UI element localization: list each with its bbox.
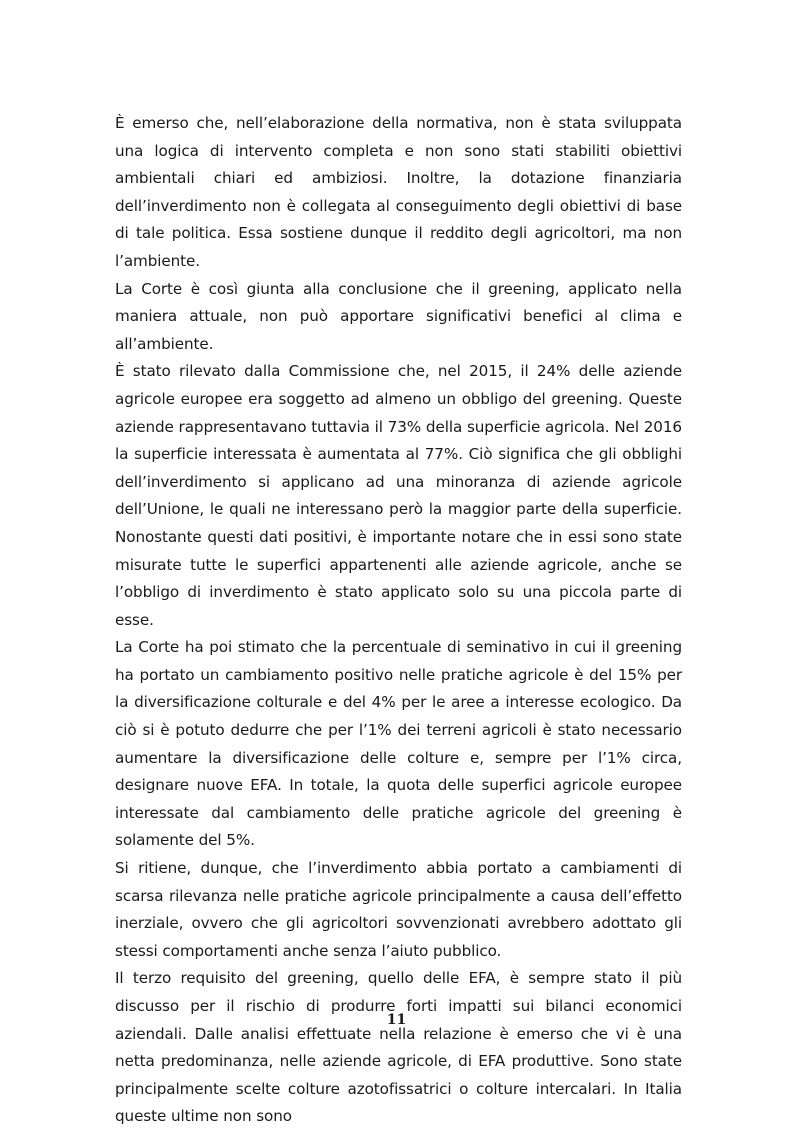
paragraph-1: È emerso che, nell’elaborazione della normativa, non è stata sviluppata una logica di intervento completa e non sono stati stabiliti obiettivi ambientali chiari ed ambiziosi. Inoltre, la dotazione finanziaria dell’inverdimento non è collegata al conseguimento degli obiettivi di base di tale politica. Essa sostiene dunque il reddito degli agricoltori, ma non l’ambiente. <box>115 114 682 270</box>
paragraph-3: È stato rilevato dalla Commissione che, nel 2015, il 24% delle aziende agricole europee era soggetto ad almeno un obbligo del greening. Queste aziende rappresentavano tuttavia il 73% della superficie agricola. Nel 2016 la superficie interessata è aumentata al 77%. Ciò significa che gli obblighi dell’inverdimento si applicano ad una minoranza di aziende agricole dell’Unione, le quali ne interessano però la maggior parte della superficie. Nonostante questi dati positivi, è importante notare che in essi sono state misurate tutte le superfici appartenenti alle aziende agricole, anche se l’obbligo di inverdimento è stato applicato solo su una piccola parte di esse. <box>115 362 682 629</box>
paragraph-4: La Corte ha poi stimato che la percentuale di seminativo in cui il greening ha portato un cambiamento positivo nelle pratiche agricole è del 15% per la diversificazione colturale e del 4% per le aree a interesse ecologico. Da ciò si è potuto dedurre che per l’1% dei terreni agricoli è stato necessario aumentare la diversificazione delle colture e, sempre per l’1% circa, designare nuove EFA. In totale, la quota delle superfici agricole europee interessate dal cambiamento delle pratiche agricole del greening è solamente del 5%. <box>115 638 682 850</box>
paragraph-5: Si ritiene, dunque, che l’inverdimento abbia portato a cambiamenti di scarsa rilevanza nelle pratiche agricole principalmente a causa dell’effetto inerziale, ovvero che gli agricoltori sovvenzionati avrebbero adottato gli stessi comportamenti anche senza l’aiuto pubblico. <box>115 859 682 960</box>
body-text <box>115 110 682 1131</box>
paragraph-2: La Corte è così giunta alla conclusione che il greening, applicato nella maniera attuale, non può apportare significativi benefici al clima e all’ambiente. <box>115 279 682 353</box>
paragraph-6: Il terzo requisito del greening, quello delle EFA, è sempre stato il più discusso per il rischio di produrre forti impatti sui bilanci economici aziendali. Dalle analisi effettuate nella relazione è emerso che vi è una netta predominanza, nelle aziende agricole, di EFA produttive. Sono state principalmente scelte colture azotofissatrici o colture intercalari. In Italia queste ultime non sono <box>115 969 682 1126</box>
page-number: 11 <box>386 1012 407 1028</box>
